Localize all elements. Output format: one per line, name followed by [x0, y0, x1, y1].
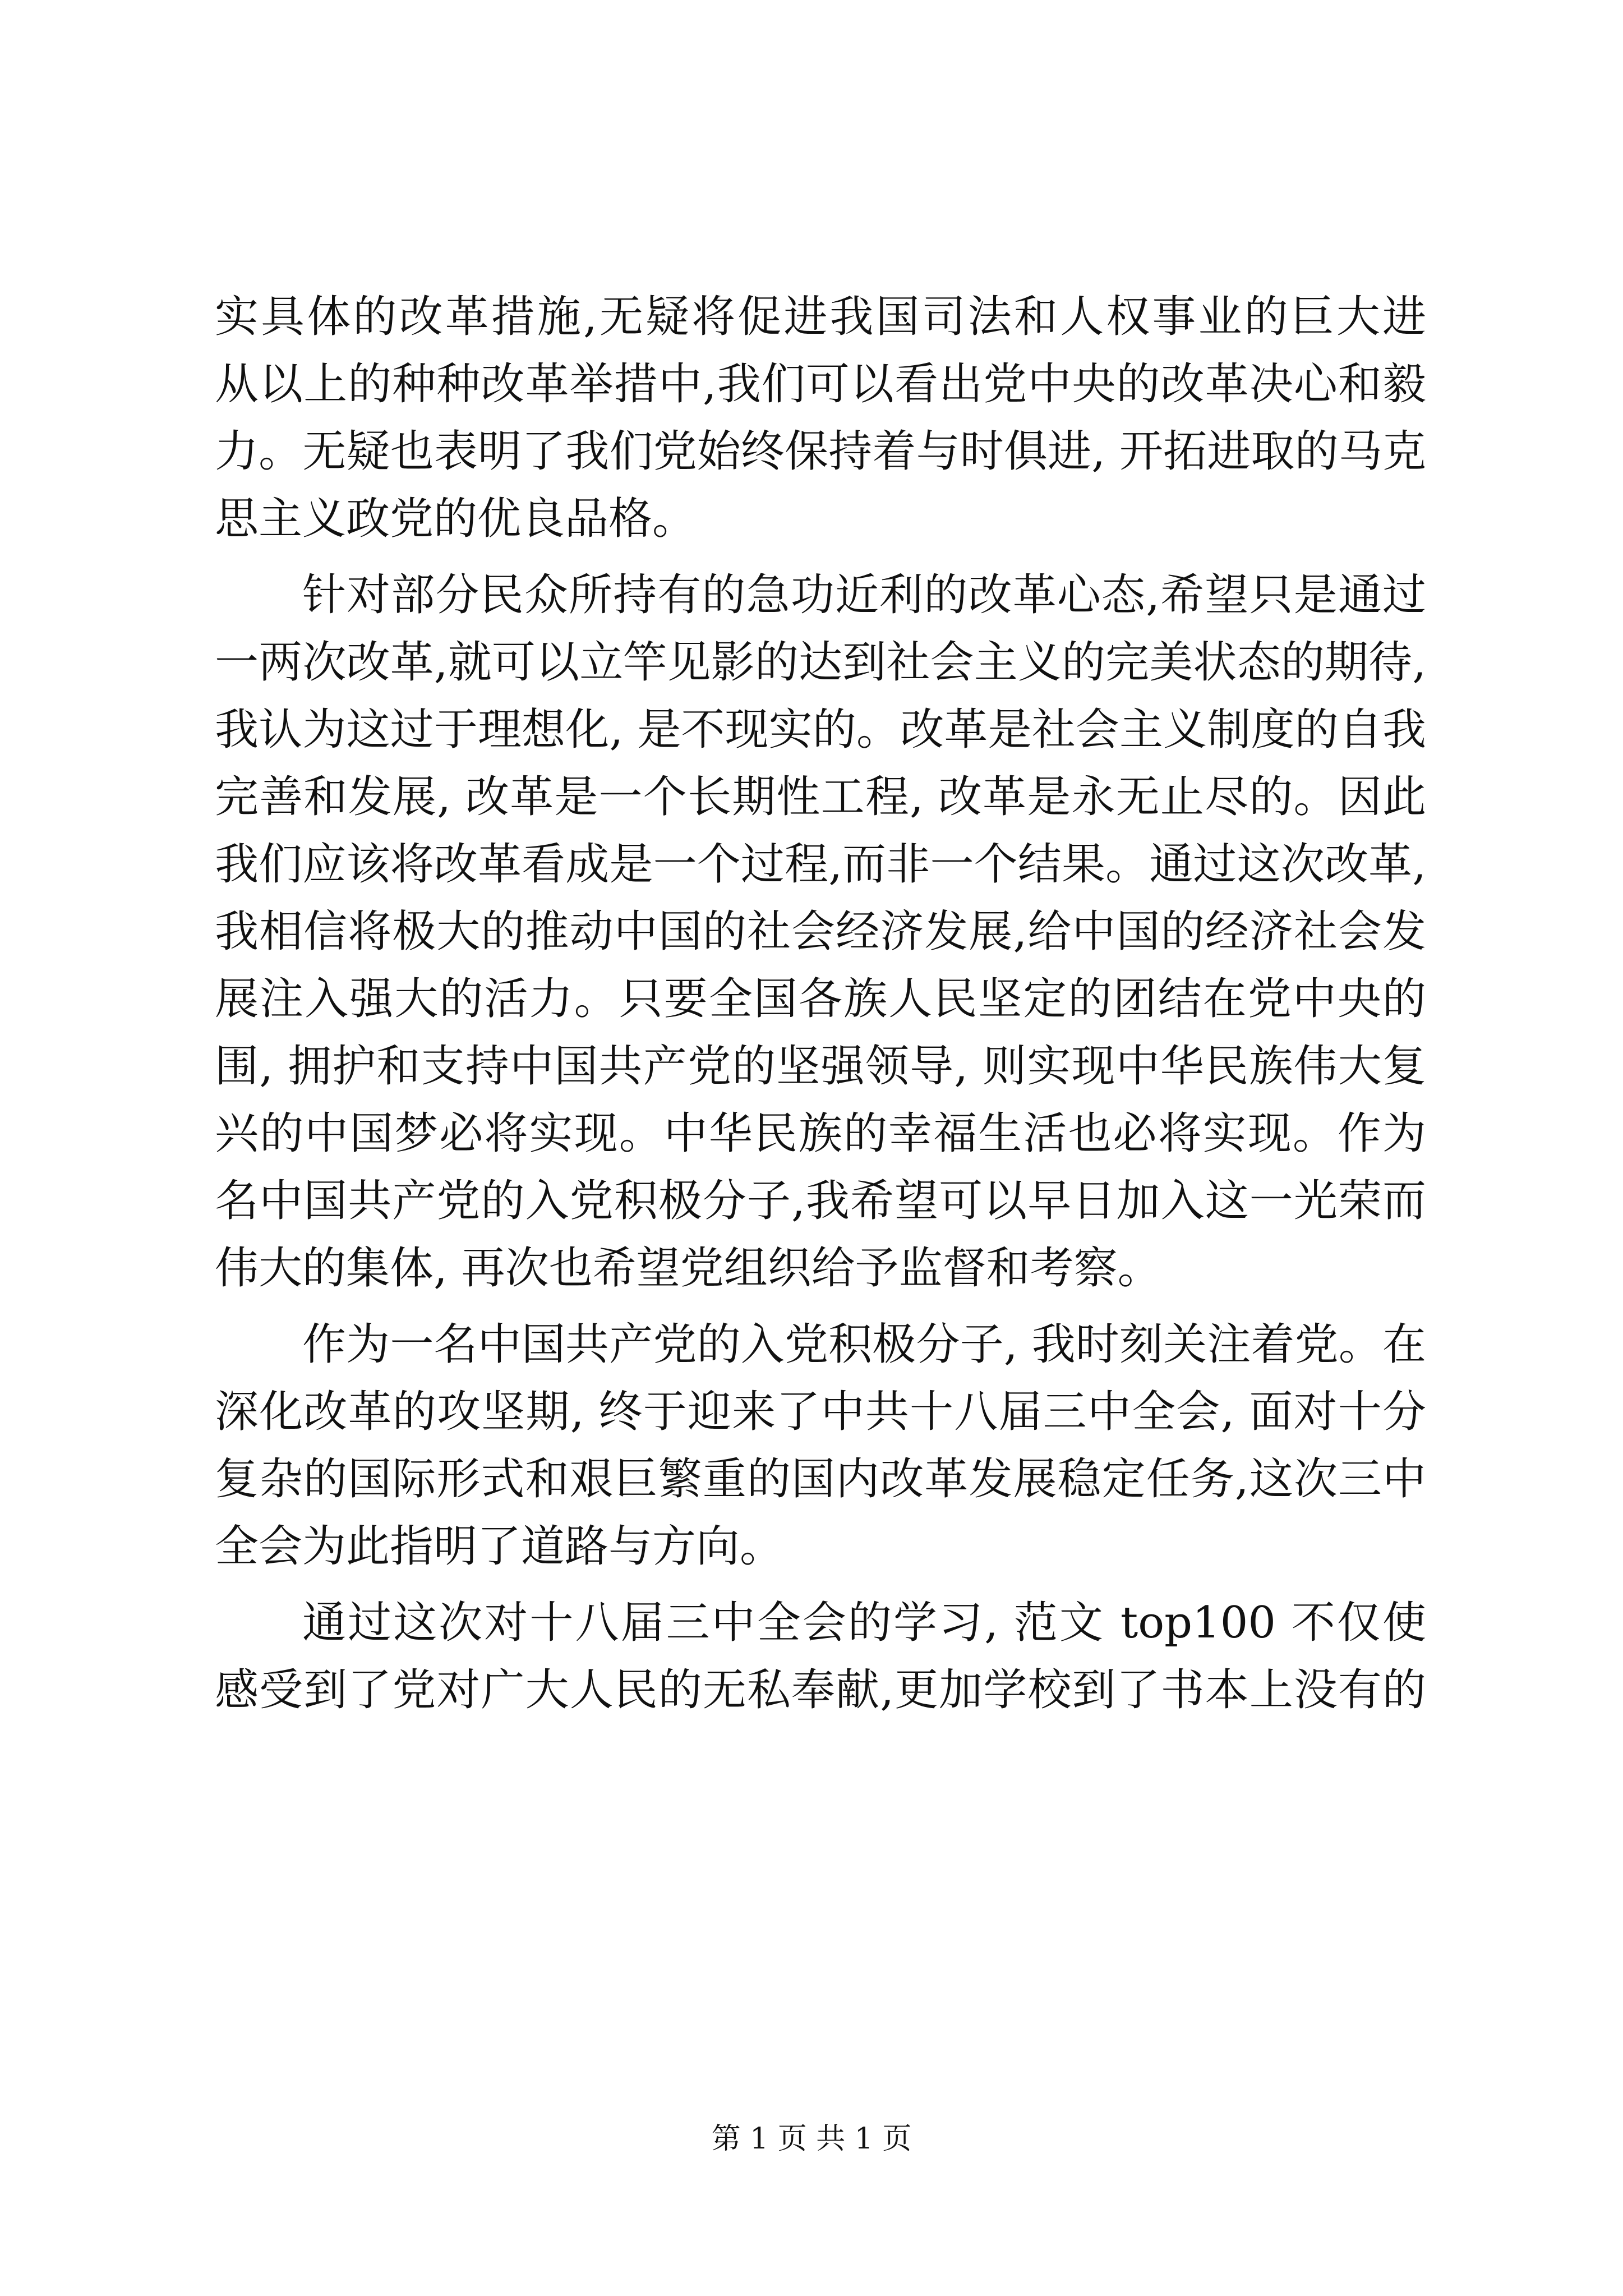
paragraph: [215, 1311, 1426, 1580]
text-line: 围, 拥护和支持中国共产党的坚强领导, 则实现中华民族伟大复: [215, 1041, 1426, 1092]
text-line: 力。无疑也表明了我们党始终保持着与时俱进, 开拓进取的马克: [215, 426, 1426, 477]
text-line: 通过这次对十八届三中全会的学习, 范文 top100 不仅使: [302, 1598, 1426, 1648]
text-line: 伟大的集体, 再次也希望党组织给予监督和考察。: [215, 1243, 1161, 1294]
paragraph-gap: [215, 1302, 1426, 1311]
document-body: [215, 283, 1426, 1724]
paragraph-gap: [215, 553, 1426, 562]
page-footer: 第 1 页 共 1 页: [711, 2122, 912, 2156]
text-line: 感受到了党对广大人民的无私奉献,更加学校到了书本上没有的: [215, 1665, 1426, 1715]
text-line: 一两次改革,就可以立竿见影的达到社会主义的完美状态的期待,: [215, 637, 1426, 688]
text-line: 我相信将极大的推动中国的社会经济发展,给中国的经济社会发: [215, 907, 1426, 957]
text-line: 实具体的改革措施,无疑将促进我国司法和人权事业的巨大进: [215, 292, 1426, 342]
text-line: 我们应该将改革看成是一个过程,而非一个结果。通过这次改革,: [215, 839, 1426, 890]
text-line: 复杂的国际形式和艰巨繁重的国内改革发展稳定任务,这次三中: [215, 1454, 1426, 1504]
text-line: 针对部分民众所持有的急功近利的改革心态,希望只是通过: [302, 570, 1426, 620]
text-line: 完善和发展, 改革是一个长期性工程, 改革是永无止尽的。因此: [215, 772, 1426, 822]
paragraph: [215, 562, 1426, 1302]
text-line: 我认为这过于理想化, 是不现实的。改革是社会主义制度的自我: [215, 705, 1426, 755]
paragraph-gap: [215, 1580, 1426, 1589]
paragraph: [215, 1589, 1426, 1724]
text-line: 深化改革的攻坚期, 终于迎来了中共十八届三中全会, 面对十分: [215, 1387, 1426, 1437]
text-line: 从以上的种种改革举措中,我们可以看出党中央的改革决心和毅: [215, 359, 1426, 409]
text-line: 兴的中国梦必将实现。中华民族的幸福生活也必将实现。作为: [215, 1108, 1426, 1159]
text-line: 思主义政党的优良品格。: [215, 494, 697, 544]
text-line: 名中国共产党的入党积极分子,我希望可以早日加入这一光荣而: [215, 1176, 1426, 1226]
text-line: 展注入强大的活力。只要全国各族人民坚定的团结在党中央的: [215, 974, 1426, 1024]
text-line: 作为一名中国共产党的入党积极分子, 我时刻关注着党。在: [302, 1319, 1426, 1370]
paragraph: [215, 283, 1426, 553]
text-line: 全会为此指明了道路与方向。: [215, 1521, 784, 1572]
